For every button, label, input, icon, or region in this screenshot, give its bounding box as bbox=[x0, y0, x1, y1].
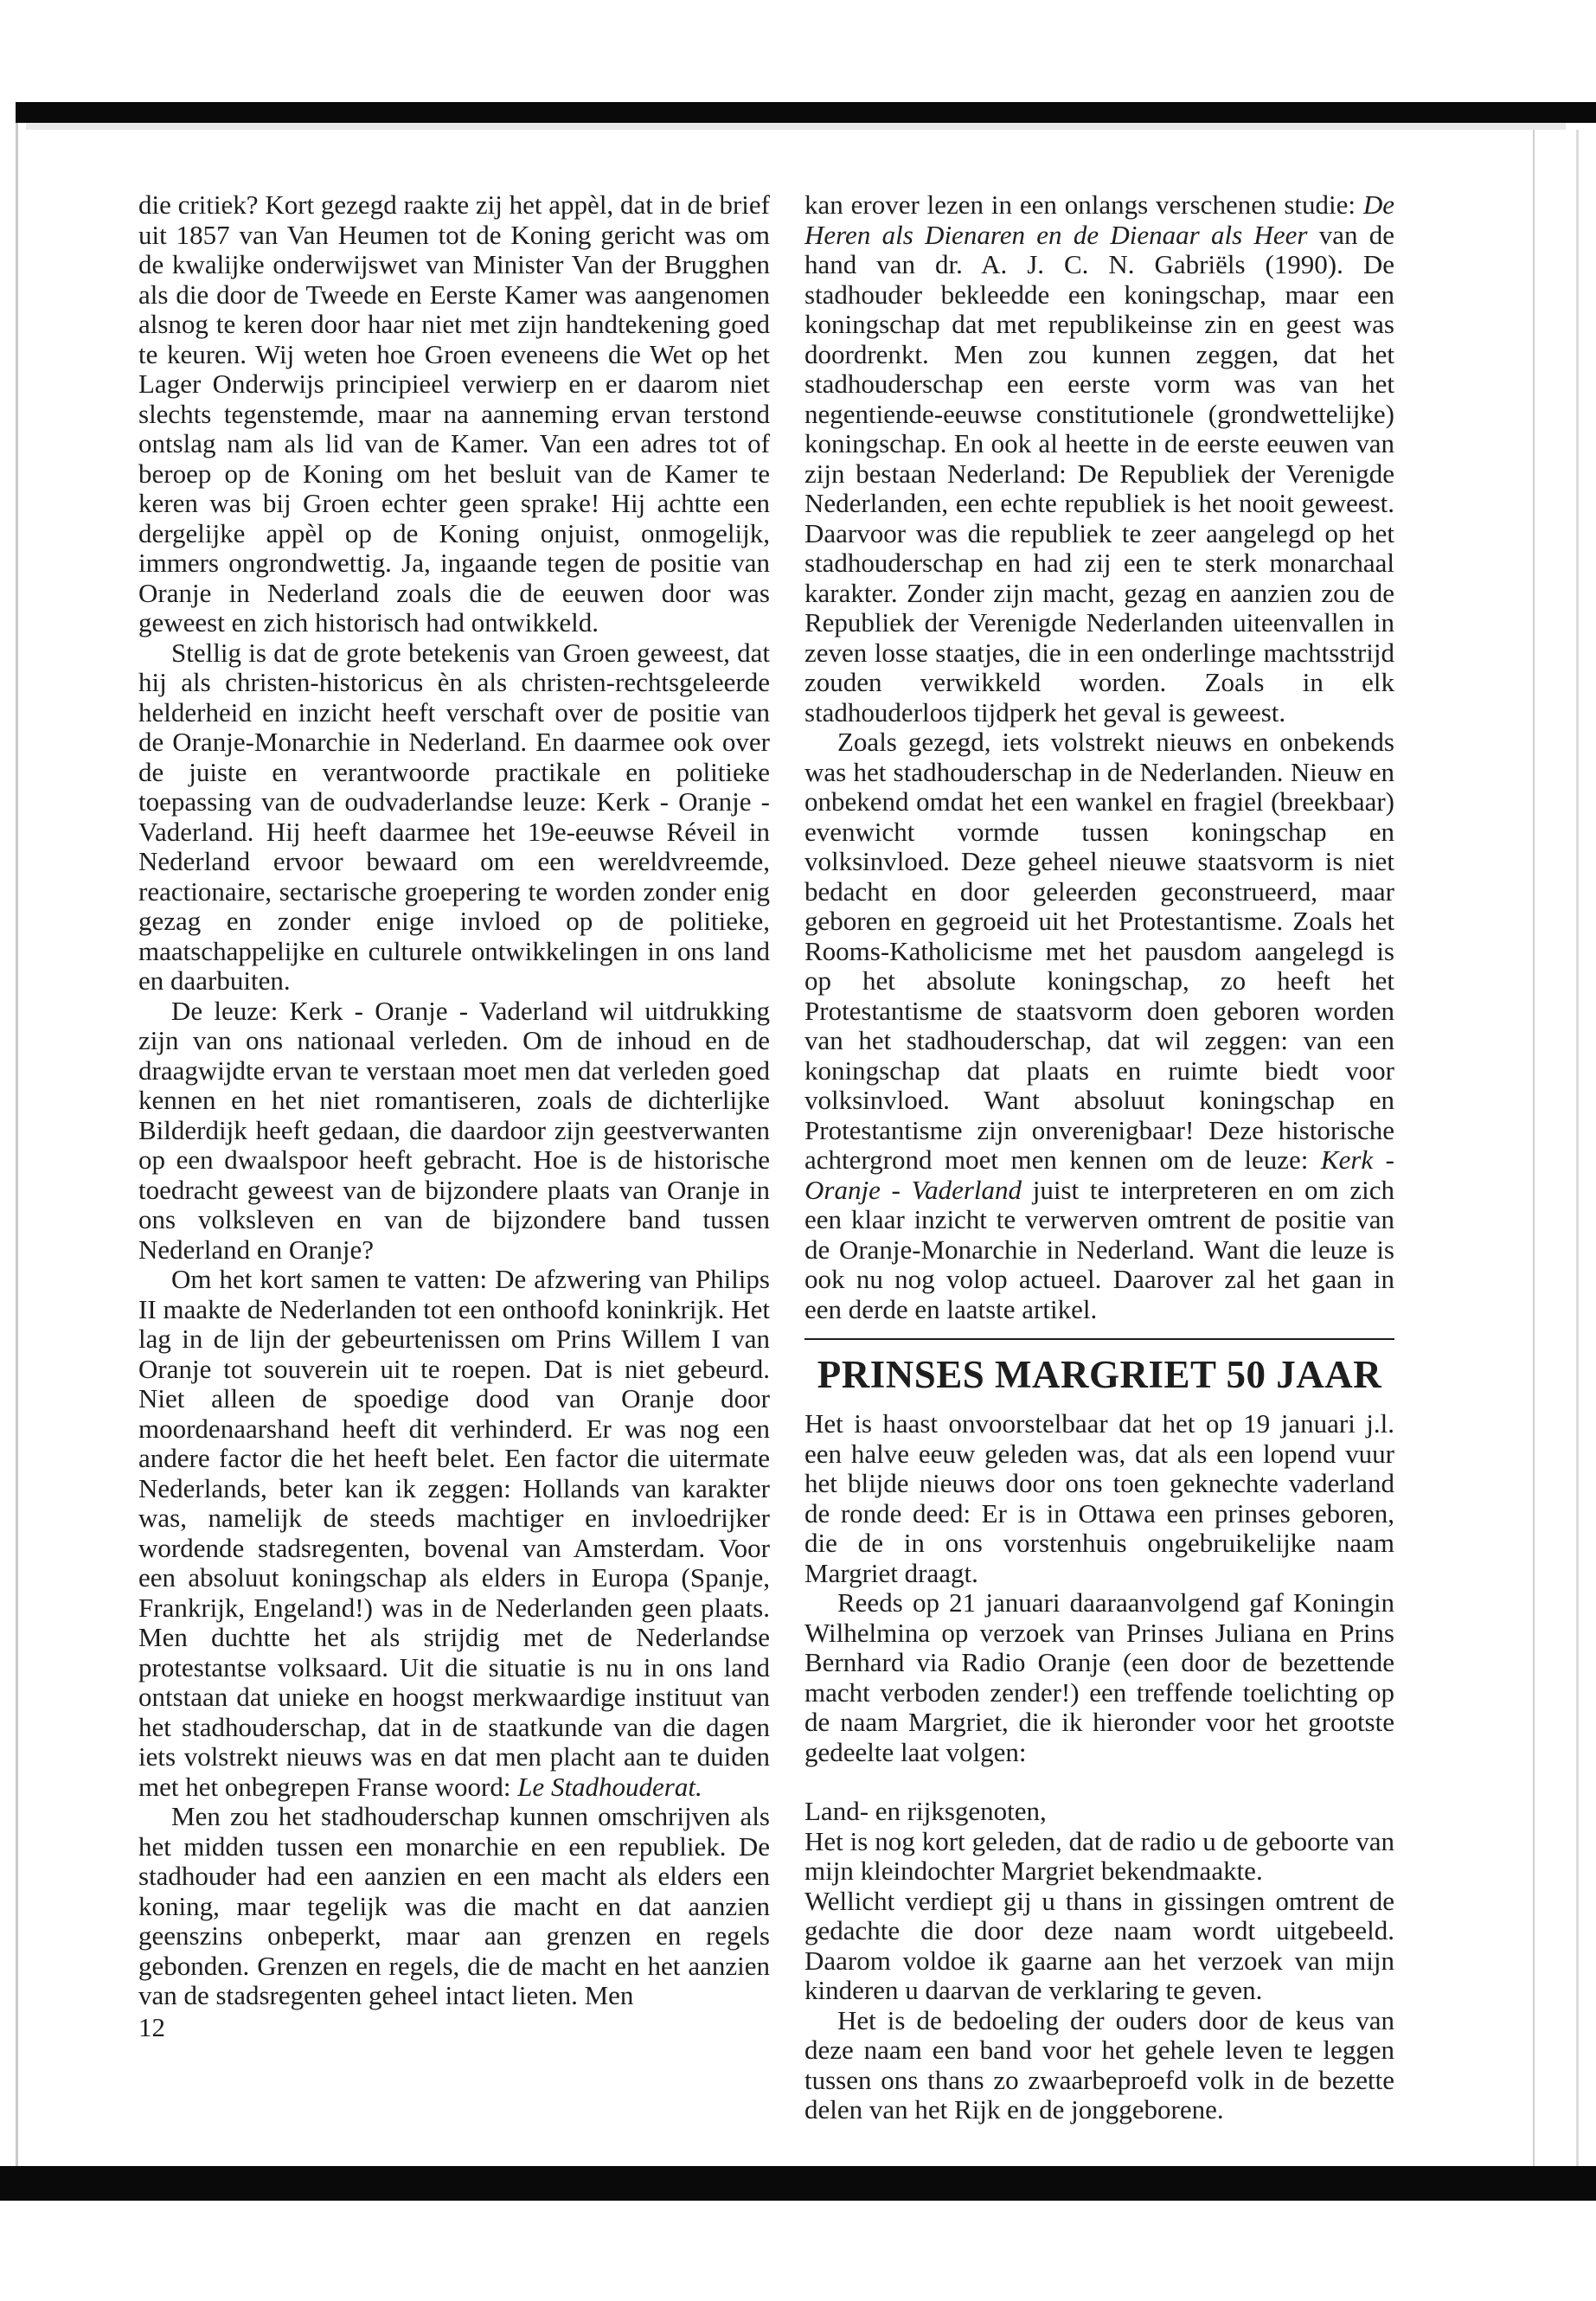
paragraph: De leuze: Kerk - Oranje - Vaderland wil uitdrukking zijn van ons nationaal verleden. Om de inhoud en de draagwijdte ervan te verstaan moet men dat verleden goed kennen en het niet romantiseren, zoals de dichterlijke Bilderdijk heeft gedaan, die daardoor zijn geestverwanten op een dwaalspoor heeft gebracht. Hoe is de historische toedracht geweest van de bijzondere plaats van Oranje in ons volksleven en van de bijzondere band tussen Nederland en Oranje? bbox=[138, 995, 770, 1265]
paragraph bbox=[138, 1265, 770, 1802]
quote-paragraph: Het is nog kort geleden, dat de radio u de geboorte van mijn kleindochter Margriet bekendmaakte. bbox=[804, 1825, 1394, 1886]
section-heading: PRINSES MARGRIET 50 JAAR bbox=[817, 1353, 1382, 1396]
paragraph-text: juist te interpreteren en om zich een klaar inzicht te verwerven omtrent de positie van de Oranje-Monarchie in Nederland. Want die leuze is ook nu nog volop actueel. Daarover zal het gaan in een derde en laatste artikel. bbox=[804, 1174, 1395, 1324]
paragraph-text: Zoals gezegd, iets volstrekt nieuws en onbekends was het stadhouderschap in de Nederlanden. Nieuw en onbekend omdat het een wankel en fragiel (breekbaar) evenwicht vormde tussen koningschap en volksinvloed. Deze geheel nieuwe staatsvorm is niet bedacht en door geleerden geconstrueerd, maar geboren en gegroeid uit het Protestantisme. Zoals het Rooms-Katholicisme met het pausdom aangelegd is op het absolute koningschap, zo heeft het Protestantisme de staatsvorm doen geboren worden van het stadhouderschap, dat wil zeggen: van een koningschap dat plaats en ruimte biedt voor volksinvloed. Want absoluut koningschap en Protestantisme zijn onverenigbaar! Deze historische achtergrond moet men kennen om de leuze: bbox=[804, 727, 1394, 1175]
quote-paragraph: Wellicht verdiept gij u thans in gissingen omtrent de gedachte die door deze naam wordt uitgebeeld. Daarom voldoe ik gaarne aan het verzoek van mijn kinderen u daarvan de verklaring te geven. bbox=[804, 1885, 1394, 2005]
book-title: De Heren als Dienaren en de Dienaar als Heer bbox=[804, 189, 1394, 250]
paragraph-text: Om het kort samen te vatten: De afzwering van Philips II maakte de Nederlanden tot een onthoofd koninkrijk. Het lag in de lijn der gebeurtenissen om Prins Willem I van Oranje tot souverein uit te roepen. Dat is niet gebeurd. Niet alleen de spoedige dood van Oranje door moordenaarshand heeft dit verhinderd. Er was nog een andere factor die het heeft belet. Een factor die uitermate Nederlands, beter kan ik zeggen: Hollands van karakter was, namelijk de steeds machtiger en invloedrijker wordende stadsregenten, bovenal van Amsterdam. Voor een absoluut koningschap als elders in Europa (Spanje, Frankrijk, Engeland!) was in de Nederlanden geen plaats. Men duchtte het als strijdig met de Nederlandse protestantse volksaard. Uit die situatie is nu in ons land ontstaan dat unieke en hoogst merkwaardige instituut van het stadhouderschap, dat in de staatkunde van die dagen iets volstrekt nieuws was en dat men placht aan te duiden met het onbegrepen Franse woord: bbox=[138, 1264, 770, 1802]
page-number: 12 bbox=[138, 2011, 165, 2042]
paragraph: Het is de bedoeling der ouders door de keus van deze naam een band voor het gehele leven te leggen tussen ons thans zo zwaarbeproefd volk in de bezette delen van het Rijk en de jonggeborene. bbox=[804, 2004, 1394, 2125]
left-column bbox=[138, 190, 770, 2042]
scan-border-bottom bbox=[0, 2166, 1596, 2201]
paragraph: Stellig is dat de grote betekenis van Groen geweest, dat hij als christen-historicus èn als christen-rechtsgeleerde helderheid en inzicht heeft verschaft over de positie van de Oranje-Monarchie in Nederland. En daarmee ook over de juiste en verantwoorde practikale en politieke toepassing van de oudvaderlandse leuze: Kerk - Oranje - Vaderland. Hij heeft daarmee het 19e-eeuwse Réveil in Nederland ervoor bewaard om een wereldvreemde, reactionaire, sectarische groepering te worden zonder enig gezag en zonder enige invloed op de politieke, maatschappelijke en culturele ontwikkelingen in ons land en daarbuiten. bbox=[138, 637, 770, 996]
right-column bbox=[804, 190, 1394, 2125]
motto: Kerk - Oranje - Vaderland bbox=[804, 1144, 1394, 1205]
scan-border-top-inner bbox=[26, 123, 1566, 130]
page-edge-right bbox=[1533, 130, 1596, 2166]
paragraph: Reeds op 21 januari daaraanvolgend gaf Koningin Wilhelmina op verzoek van Prinses Juliana en Prins Bernhard via Radio Oranje (een door de bezettende macht verboden zender!) een treffende toelichting op de naam Margriet, die ik hieronder voor het grootste gedeelte laat volgen: bbox=[804, 1587, 1394, 1767]
page-edge-right-line bbox=[1576, 130, 1579, 2166]
paragraph bbox=[804, 190, 1394, 727]
paragraph: Het is haast onvoorstelbaar dat het op 19 januari j.l. een halve eeuw geleden was, dat als een lopend vuur het blijde nieuws door ons toen geknechte vaderland de ronde deed: Er is in Ottawa een prinses geboren, die de in ons vorstenhuis ongebruikelijke naam Margriet draagt. bbox=[804, 1408, 1394, 1588]
paragraph bbox=[804, 727, 1394, 1324]
term-stadhouderat: Le Stadhouderat. bbox=[517, 1771, 702, 1802]
paragraph-text: kan erover lezen in een onlangs verschenen studie: bbox=[804, 189, 1356, 220]
paragraph: die critiek? Kort gezegd raakte zij het appèl, dat in de brief uit 1857 van Van Heumen tot de Koning gericht was om de kwalijke onderwijswet van Minister Van der Brugghen als die door de Tweede en Eerste Kamer was aangenomen alsnog te keren door haar niet met zijn handtekening goed te keuren. Wij weten hoe Groen eveneens die Wet op het Lager Onderwijs principieel verwierp en er daarom niet slechts tegenstemde, maar na aanneming ervan terstond ontslag nam als lid van de Kamer. Van een adres tot of beroep op de Koning om het besluit van de Kamer te keren was bij Groen echter geen sprake! Hij achtte een dergelijke appèl op de Koning onjuist, onmogelijk, immers ongrondwettig. Ja, ingaande tegen de positie van Oranje in Nederland zoals die de eeuwen door was geweest en zich historisch had ontwikkeld. bbox=[138, 189, 770, 638]
paragraph: Men zou het stadhouderschap kunnen omschrijven als het midden tussen een monarchie en een republiek. De stadhouder had een aanzien en een macht als elders een koning, maar tegelijk was die macht en dat aanzien geenszins onbeperkt, maar aan grenzen en regels gebonden. Grenzen en regels, die de macht en het aanzien van de stadsregenten geheel intact lieten. Men bbox=[138, 1801, 770, 2010]
section-divider bbox=[804, 1338, 1394, 1340]
quote-salutation: Land- en rijksgenoten, bbox=[804, 1796, 1047, 1826]
page-edge-left bbox=[16, 123, 18, 2166]
scan-margin-bottom bbox=[0, 2201, 1596, 2301]
scan-margin-top bbox=[0, 0, 1596, 102]
scan-border-top bbox=[16, 102, 1596, 123]
paragraph-text: van de hand van dr. A. J. C. N. Gabriëls (1990). De stadhouder bekleedde een koningschap, maar een koningschap dat met republikeinse zin en geest was doordrenkt. Men zou kunnen zeggen, dat het stadhouderschap een eerste vorm was van het negentiende-eeuwse constitutionele (grondwettelijke) koningschap. En ook al heette in de eerste eeuwen van zijn bestaan Nederland: De Republiek der Verenigde Nederlanden, een echte republiek is het nooit geweest. Daarvoor was die republiek te zeer aangelegd op het stadhouderschap en had zij een te sterk monarchaal karakter. Zonder zijn macht, gezag en aanzien zou de Republiek der Verenigde Nederlanden uiteenvallen in zeven losse staatjes, die in een onderlinge machtsstrijd zouden verwikkeld worden. Zoals in elk stadhouderloos tijdperk het geval is geweest. bbox=[804, 219, 1395, 727]
